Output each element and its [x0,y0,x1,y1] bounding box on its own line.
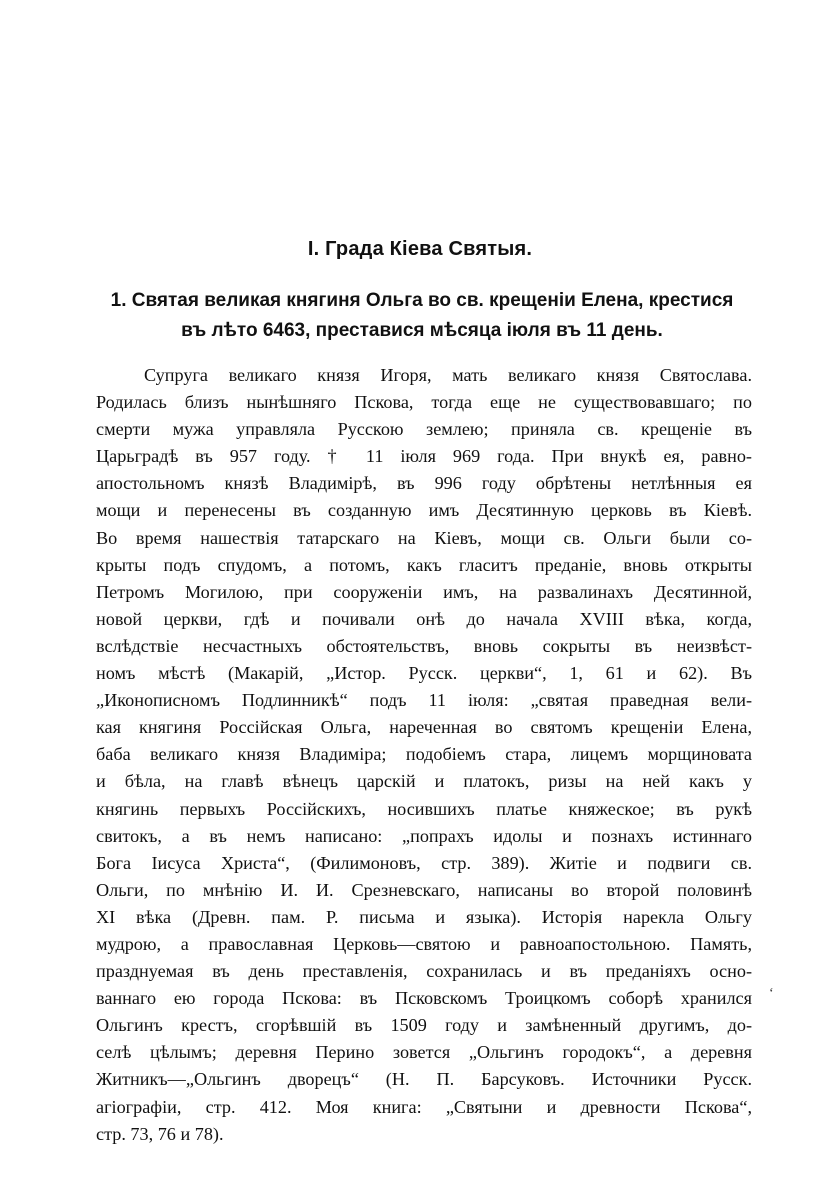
body-line: Житникъ—„Ольгинъ дворецъ“ (Н. П. Барсуковъ. Источники Русск. [96,1069,752,1090]
body-line: ваннаго ею города Пскова: въ Псковскомъ Троицкомъ соборѣ хранился [96,988,752,1009]
body-line: баба великаго князя Владиміра; подобіемъ стара, лицемъ морщиновата [96,744,752,765]
body-line: Бога Іисуса Христа“, (Филимоновъ, стр. 389). Житіе и подвиги св. [96,852,752,873]
entry-heading [92,286,752,346]
body-line: Царьградѣ въ 957 году. † 11 іюля 969 года. При внукѣ ея, равно- [96,446,752,467]
body-line: Супруга великаго князя Игоря, мать великаго князя Святослава. [144,365,752,385]
body-line: Ольги, по мнѣнію И. И. Срезневскаго, написаны во второй половинѣ [96,879,752,900]
body-line: празднуемая въ день преставленія, сохранилась и въ преданіяхъ осно- [96,961,752,982]
body-line: номъ мѣстѣ (Макарій, „Истор. Русск. церкви“, 1, 61 и 62). Въ [96,663,752,684]
body-line: смерти мужа управляла Русскою землею; приняла св. крещеніе въ [96,419,752,440]
body-line: Во время нашествія татарскаго на Кіевъ, мощи св. Ольги были со- [96,527,752,548]
body-line: агіографіи, стр. 412. Моя книга: „Святыни и древности Пскова“, [96,1096,752,1117]
body-line: Родилась близъ нынѣшняго Пскова, тогда еще не существовавшаго; по [96,392,752,413]
entry-heading-line: въ лѣто 6463, преставися мѣсяца іюля въ 11 день. [181,320,663,341]
body-line: „Иконописномъ Подлинникѣ“ подъ 11 іюля: „святая праведная вели- [96,690,752,711]
body-line: княгинь первыхъ Россійскихъ, носившихъ платье княжеское; въ рукѣ [96,798,752,819]
body-line: кая княгиня Россійская Ольга, нареченная во святомъ крещеніи Елена, [96,717,752,738]
section-title: I. Града Кіева Святыя. [307,238,533,260]
body-line: новой церкви, гдѣ и почивали онѣ до начала XVIII вѣка, когда, [96,608,752,629]
body-line: апостольномъ князѣ Владимірѣ, въ 996 году обрѣтены нетлѣнныя ея [96,473,752,494]
body-line: мудрою, а православная Церковь—святою и равноапостольною. Память, [96,933,752,954]
body-line: селѣ цѣлымъ; деревня Перино зовется „Ольгинъ городокъ“, а деревня [96,1042,752,1063]
entry-body [96,362,752,1148]
body-line: XI вѣка (Древн. пам. Р. письма и языка). Исторія нарекла Ольгу [96,906,752,927]
body-line: стр. 73, 76 и 78). [96,1123,224,1144]
body-line: свитокъ, а въ немъ написано: „попрахъ идолы и познахъ истиннаго [96,825,752,846]
entry-heading-line: 1. Святая великая княгиня Ольга во св. крещеніи Елена, крестися [110,290,734,311]
body-line: Петромъ Могилою, при сооруженіи имъ, на развалинахъ Десятинной, [96,581,752,602]
body-line: Ольгинъ крестъ, сгорѣвшій въ 1509 году и замѣненный другимъ, до- [96,1015,752,1036]
margin-mark: ‘ [769,986,774,1001]
body-line: и бѣла, на главѣ вѣнецъ царскій и платокъ, ризы на ней какъ у [96,771,752,792]
body-line: мощи и перенесены въ созданную имъ Десятинную церковь въ Кіевѣ. [96,500,752,521]
body-line: вслѣдствіе несчастныхъ обстоятельствъ, вновь сокрыты въ неизвѣст- [96,635,752,656]
body-line: крыты подъ спудомъ, а потомъ, какъ гласитъ преданіе, вновь открыты [96,554,752,575]
